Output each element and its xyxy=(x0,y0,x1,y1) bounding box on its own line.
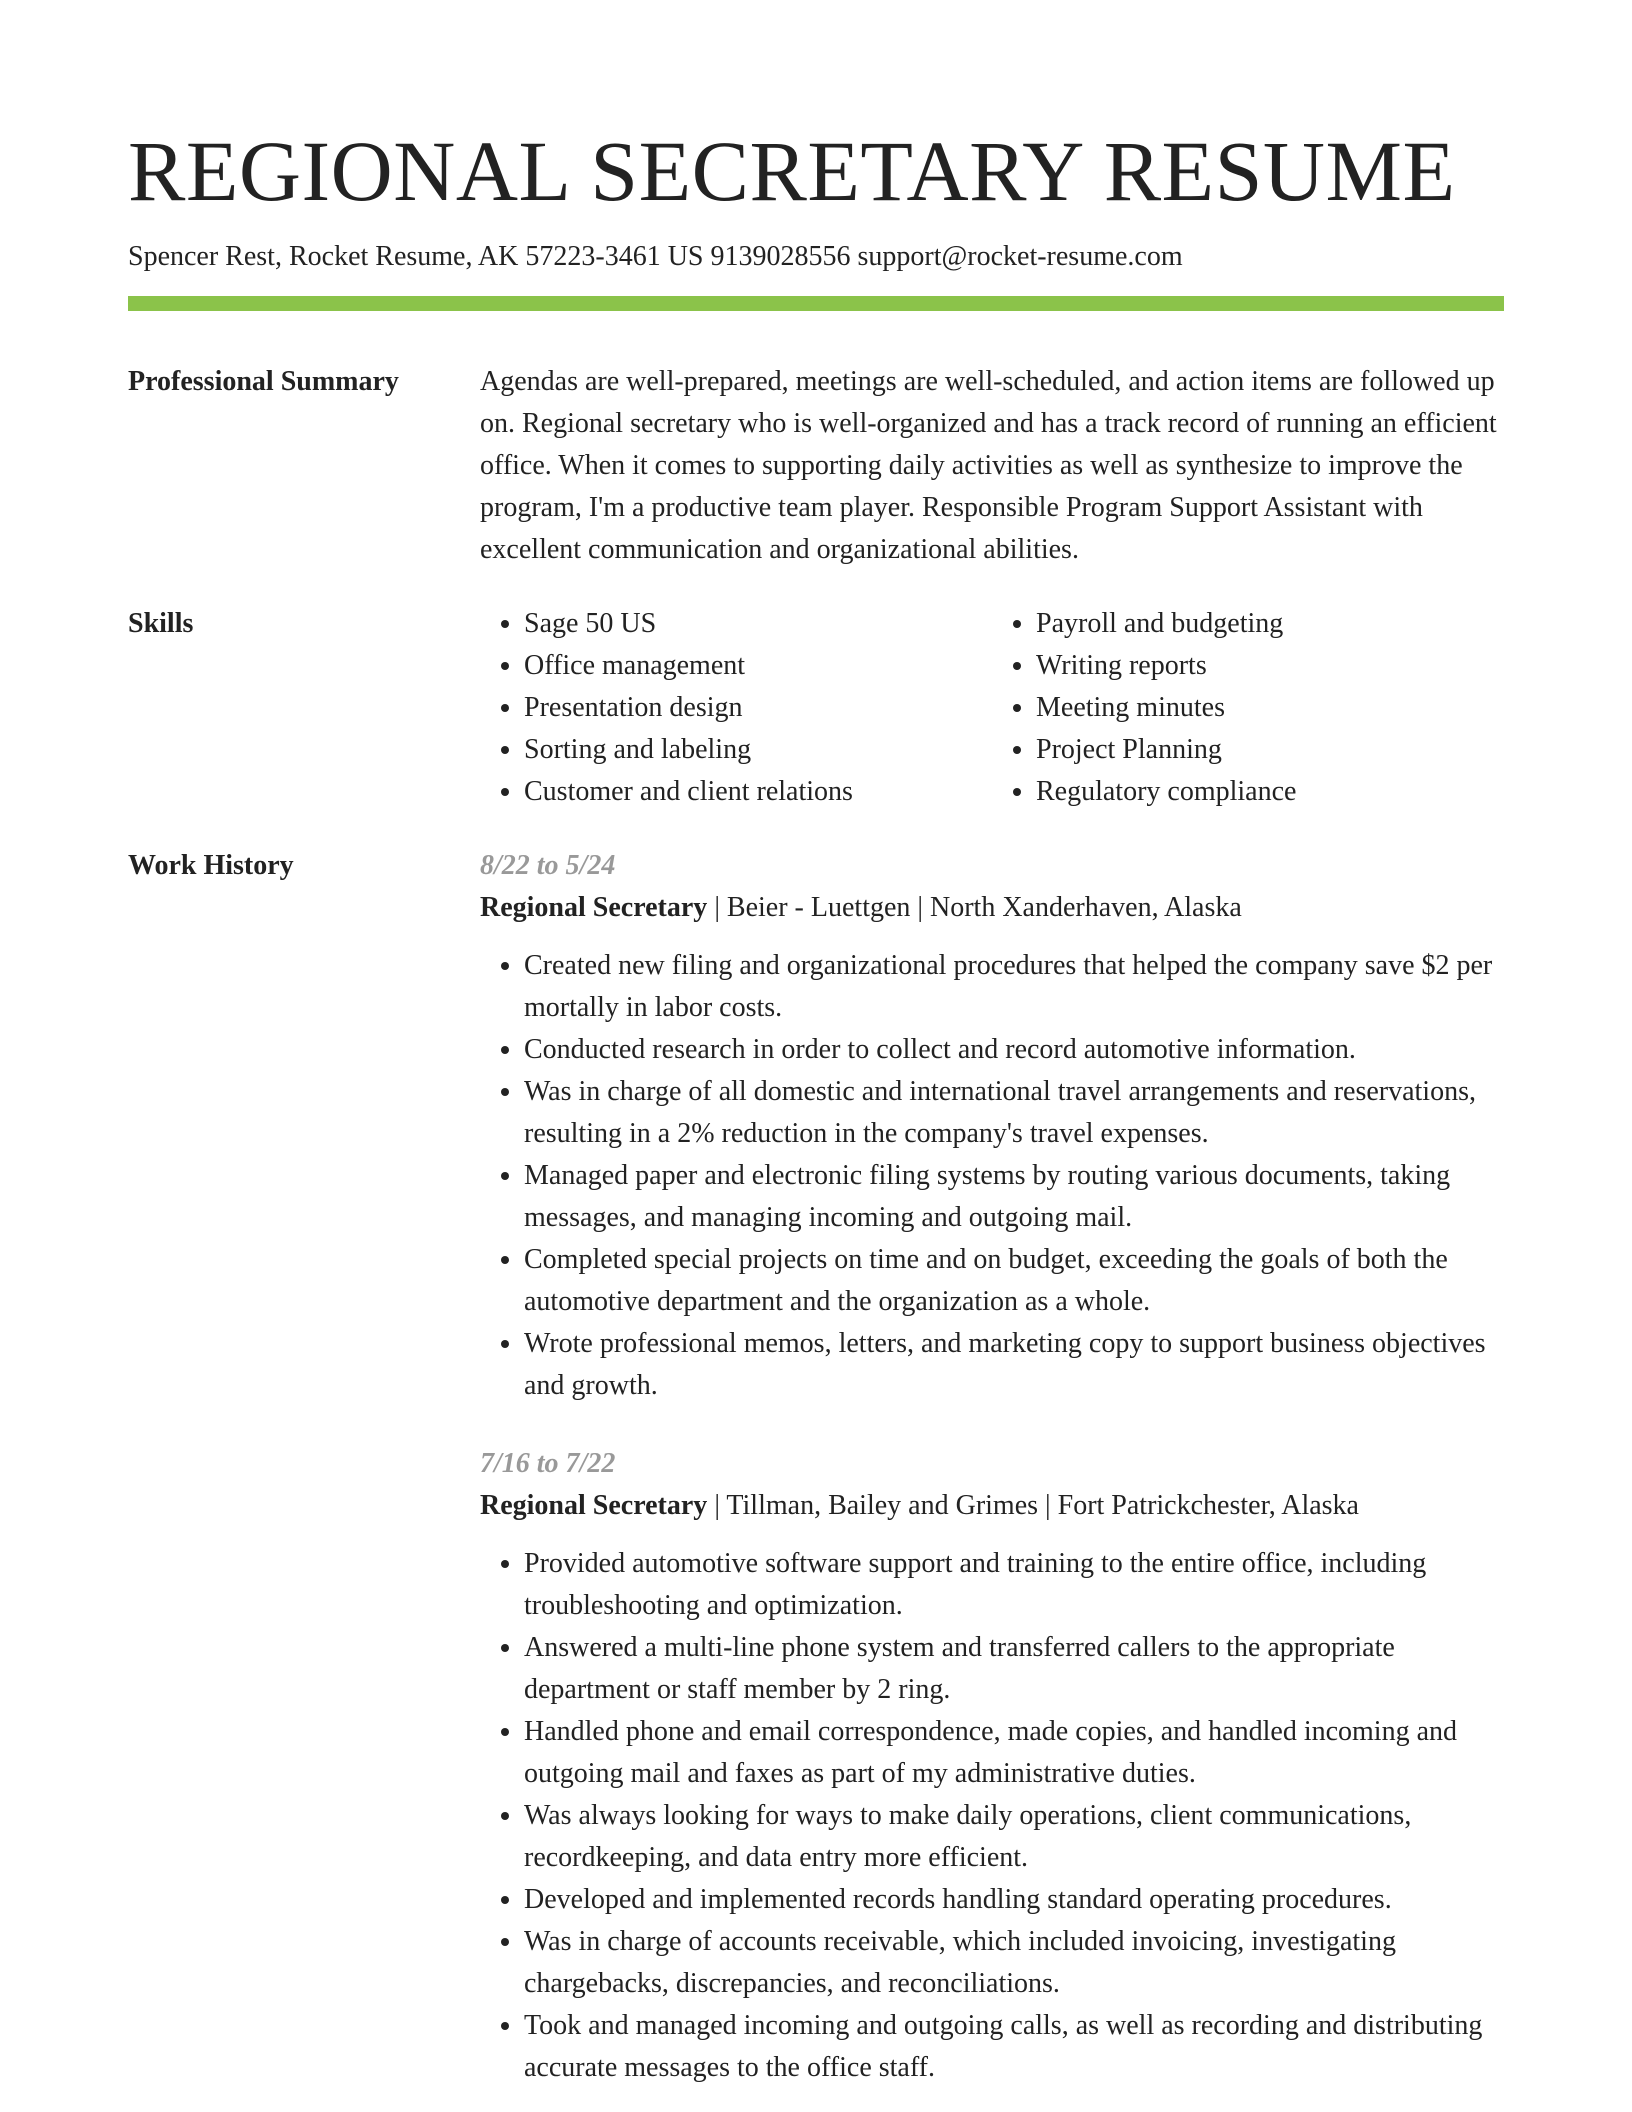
summary-text: Agendas are well-prepared, meetings are well-scheduled, and action items are followed up on. Regional secretary who is well-organized and has a track record of running an efficient office. When it comes to supporting daily activities as well as synthesize to improve the program, I'm a productive team player. Responsible Program Support Assistant with excellent communication and organizational abilities. xyxy=(480,366,1497,565)
job-bullet: • Completed special projects on time and on budget, exceeding the goals of both the automotive department and the organization as a whole. xyxy=(524,1239,1504,1323)
job-bullet: • Wrote professional memos, letters, and marketing copy to support business objectives and growth. xyxy=(524,1323,1504,1407)
summary-label: Professional Summary xyxy=(128,366,399,397)
skill-item: • Project Planning xyxy=(1036,729,1504,771)
work-history-label: Work History xyxy=(128,850,294,881)
skill-item: • Sorting and labeling xyxy=(524,729,992,771)
skill-item: • Customer and client relations xyxy=(524,771,992,813)
skill-item: • Office management xyxy=(524,645,992,687)
job-dates: 7/16 to 7/22 xyxy=(480,1448,616,1479)
skill-item: • Sage 50 US xyxy=(524,603,992,645)
job-bullet: • Managed paper and electronic filing systems by routing various documents, taking messages, and managing incoming and outgoing mail. xyxy=(524,1155,1504,1239)
job-header xyxy=(480,887,1504,929)
skills-section xyxy=(128,603,1504,813)
job-bullet: • Answered a multi-line phone system and transferred callers to the appropriate department or staff member by 2 ring. xyxy=(524,1627,1504,1711)
job-entry xyxy=(480,1443,1504,2089)
job-details: | Tillman, Bailey and Grimes | Fort Patrickchester, Alaska xyxy=(707,1490,1359,1521)
job-details: | Beier - Luettgen | North Xanderhaven, Alaska xyxy=(707,892,1242,923)
skill-item: • Payroll and budgeting xyxy=(1036,603,1504,645)
job-dates: 8/22 to 5/24 xyxy=(480,850,616,881)
skills-label: Skills xyxy=(128,608,194,639)
skills-list-right xyxy=(992,603,1504,813)
accent-divider xyxy=(128,296,1504,311)
job-bullet: • Handled phone and email correspondence, made copies, and handled incoming and outgoing mail and faxes as part of my administrative duties. xyxy=(524,1711,1504,1795)
job-header xyxy=(480,1485,1504,1527)
skill-item: • Writing reports xyxy=(1036,645,1504,687)
job-title: Regional Secretary xyxy=(480,892,708,923)
job-bullet: • Created new filing and organizational procedures that helped the company save $2 per mortally in labor costs. xyxy=(524,945,1504,1029)
resume-page xyxy=(128,0,1504,2089)
job-bullet: • Conducted research in order to collect and record automotive information. xyxy=(524,1029,1504,1071)
skill-item: • Regulatory compliance xyxy=(1036,771,1504,813)
job-bullets xyxy=(480,945,1504,1407)
job-bullet: • Was in charge of all domestic and international travel arrangements and reservations, resulting in a 2% reduction in the company's travel expenses. xyxy=(524,1071,1504,1155)
contact-line: Spencer Rest, Rocket Resume, AK 57223-3461 US 9139028556 support@rocket-resume.com xyxy=(128,241,1183,272)
work-history-section xyxy=(128,845,1504,2089)
job-bullet: • Took and managed incoming and outgoing calls, as well as recording and distributing accurate messages to the office staff. xyxy=(524,2005,1504,2089)
resume-title: REGIONAL SECRETARY RESUME xyxy=(128,123,1456,219)
job-bullets xyxy=(480,1543,1504,2089)
job-bullet: • Was in charge of accounts receivable, which included invoicing, investigating chargebacks, discrepancies, and reconciliations. xyxy=(524,1921,1504,2005)
skill-item: • Presentation design xyxy=(524,687,992,729)
skills-list-left xyxy=(480,603,992,813)
skill-item: • Meeting minutes xyxy=(1036,687,1504,729)
job-entry xyxy=(480,845,1504,1407)
job-title: Regional Secretary xyxy=(480,1490,708,1521)
job-bullet: • Developed and implemented records handling standard operating procedures. xyxy=(524,1879,1504,1921)
job-bullet: • Provided automotive software support and training to the entire office, including troubleshooting and optimization. xyxy=(524,1543,1504,1627)
job-bullet: • Was always looking for ways to make daily operations, client communications, recordkeeping, and data entry more efficient. xyxy=(524,1795,1504,1879)
summary-section xyxy=(128,361,1504,571)
